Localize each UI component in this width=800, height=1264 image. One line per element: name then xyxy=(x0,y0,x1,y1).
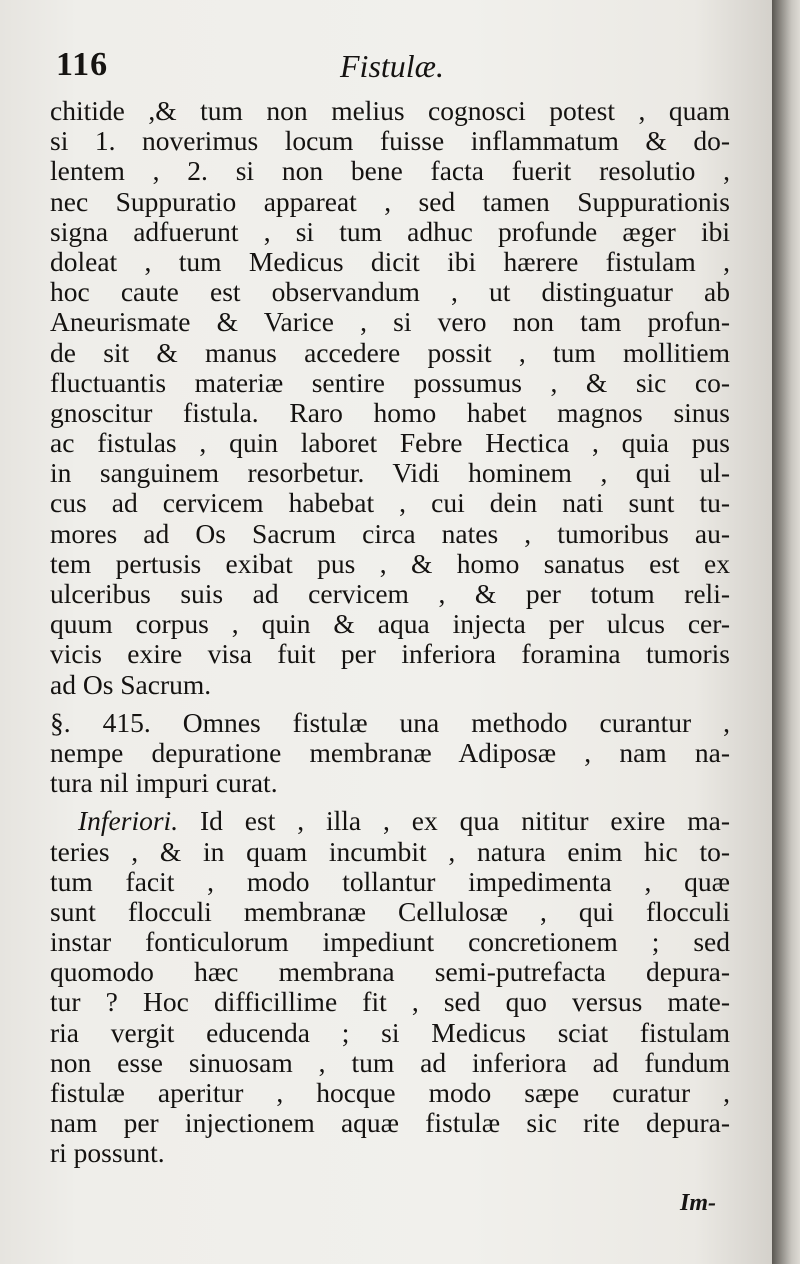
text-line: signa adfuerunt , si tum adhuc profunde æger ibi xyxy=(50,215,730,247)
body-text xyxy=(50,96,730,1169)
text-line: mores ad Os Sacrum circa nates , tumoribus au- xyxy=(50,517,730,549)
page-number: 116 xyxy=(56,46,109,83)
running-head: Fistulæ. xyxy=(340,48,445,84)
section-heading-line: §. 415. Omnes fistulæ una methodo curantur , xyxy=(50,706,730,738)
text-line: cus ad cervicem habebat , cui dein nati sunt tu- xyxy=(50,487,730,519)
text-line: ac fistulas , quin laboret Febre Hectica , quia pus xyxy=(50,427,730,459)
page-header xyxy=(0,46,772,96)
text-line: vicis exire visa fuit per inferiora foramina tumoris xyxy=(50,638,730,670)
text-line: non esse sinuosam , tum ad inferiora ad fundum xyxy=(50,1046,730,1078)
text-line: fistulæ aperitur , hocque modo sæpe curatur , xyxy=(50,1077,730,1108)
text-line: tura nil impuri curat. xyxy=(50,767,278,799)
text-line: lentem , 2. si non bene facta fuerit resolutio , xyxy=(50,155,730,187)
text-line: teries , & in quam incumbit , natura enim hic to- xyxy=(50,835,730,867)
text-line: tem pertusis exibat pus , & homo sanatus est ex xyxy=(50,547,730,579)
text-line: chitide ,& tum non melius cognosci potest , quam xyxy=(50,95,730,126)
text-line: quomodo hæc membrana semi-putrefacta depura- xyxy=(50,956,730,988)
text-line: tur ? Hoc difficillime fit , sed quo versus mate- xyxy=(50,986,730,1018)
text-line: ri possunt. xyxy=(50,1137,165,1169)
text-line: hoc caute est observandum , ut distinguatur ab xyxy=(50,276,730,308)
text-line: fluctuantis materiæ sentire possumus , & sic co- xyxy=(50,366,730,398)
catchword: Im- xyxy=(680,1190,716,1216)
text-line: nam per injectionem aquæ fistulæ sic rite depura- xyxy=(50,1107,730,1139)
text-line: de sit & manus accedere possit , tum mollitiem xyxy=(50,336,730,368)
text-line: instar fonticulorum impediunt concretionem ; sed xyxy=(50,926,730,958)
text-line: nempe depuratione membranæ Adiposæ , nam na- xyxy=(50,736,730,768)
text-line: Aneurismate & Varice , si vero non tam profun- xyxy=(50,306,730,338)
text-line: ulceribus suis ad cervicem , & per totum reli- xyxy=(50,578,730,609)
text-line: tum facit , modo tollantur impedimenta , quæ xyxy=(50,865,730,897)
text-line: nec Suppuratio appareat , sed tamen Suppurationis xyxy=(50,185,730,217)
text-line: sunt flocculi membranæ Cellulosæ , qui flocculi xyxy=(50,895,730,927)
page-edge-shadow xyxy=(772,0,800,1264)
text-line: gnoscitur fistula. Raro homo habet magnos sinus xyxy=(50,396,730,428)
text-line: doleat , tum Medicus dicit ibi hærere fistulam , xyxy=(50,245,730,277)
text-line: si 1. noverimus locum fuisse inflammatum & do- xyxy=(50,125,730,157)
commentary-lemma: Inferiori. xyxy=(78,805,179,837)
text-line: ria vergit educenda ; si Medicus sciat fistulam xyxy=(50,1016,730,1048)
text-line: in sanguinem resorbetur. Vidi hominem , qui ul- xyxy=(50,457,730,489)
commentary-first-line: Inferiori. Id est , illa , ex qua nititur exire ma- xyxy=(78,805,730,837)
text-line: ad Os Sacrum. xyxy=(50,668,212,700)
text-line: quum corpus , quin & aqua injecta per ulcus cer- xyxy=(50,608,730,640)
